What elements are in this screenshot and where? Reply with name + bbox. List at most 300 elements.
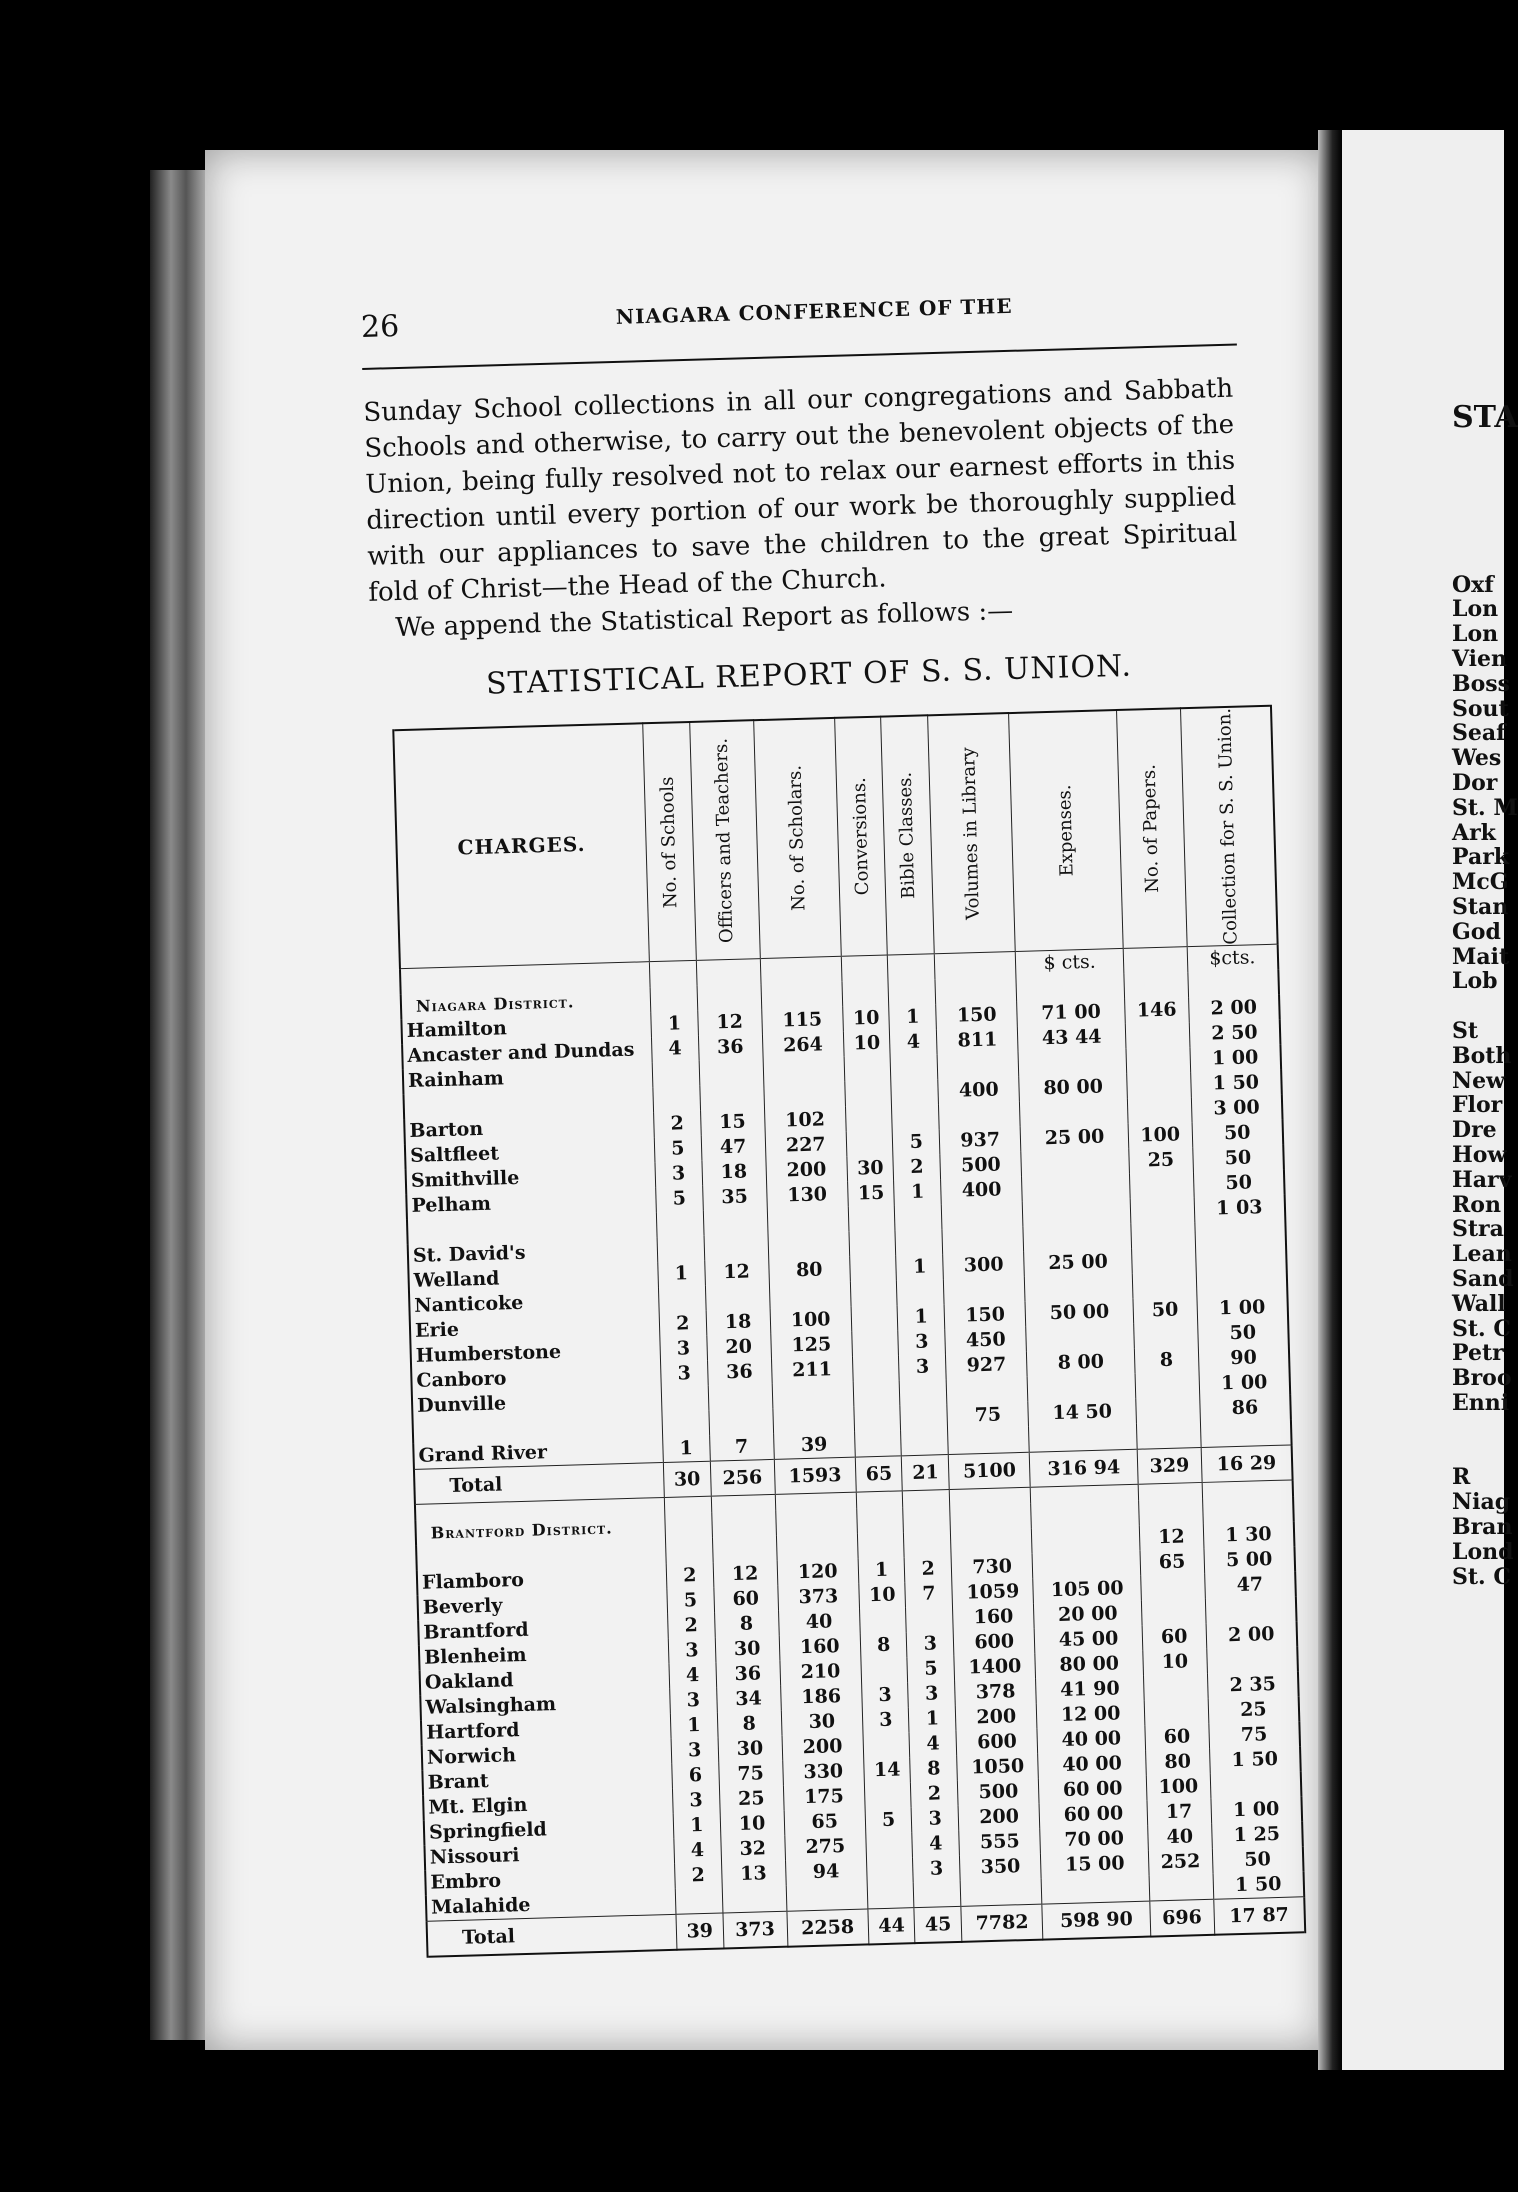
value-cell: 3 — [898, 1329, 945, 1355]
value-cell: 3 — [912, 1806, 959, 1832]
value-cell: 300 — [943, 1252, 1025, 1279]
column-header — [643, 722, 696, 961]
value-cell: 12 — [713, 1561, 778, 1588]
charge-name-cell: Mt. Elgin — [423, 1789, 673, 1821]
value-cell — [1131, 1247, 1196, 1274]
value-cell: 150 — [944, 1302, 1026, 1329]
value-cell: 2 — [666, 1562, 713, 1588]
facing-page-fragment: Sout — [1452, 695, 1509, 722]
value-cell: 6 — [672, 1762, 719, 1788]
facing-page-heading: STA — [1452, 400, 1518, 435]
value-cell — [895, 1204, 942, 1230]
value-cell: 30 — [663, 1461, 711, 1497]
value-cell: 1 00 — [1211, 1796, 1302, 1824]
value-cell: 264 — [762, 1032, 844, 1059]
value-cell: 36 — [707, 1359, 772, 1386]
value-cell — [1130, 1197, 1195, 1224]
value-cell — [941, 1202, 1023, 1229]
empty-cell — [1124, 972, 1189, 999]
value-cell — [1021, 1149, 1129, 1177]
facing-page-fragment: Stan — [1452, 894, 1509, 920]
charge-name-cell: Brantford — [418, 1614, 668, 1646]
value-cell — [891, 1054, 938, 1080]
value-cell: 70 00 — [1040, 1825, 1148, 1853]
value-cell: 2 — [911, 1781, 958, 1807]
column-header-label: Conversions. — [848, 777, 873, 896]
value-cell: 330 — [782, 1758, 864, 1785]
value-cell: 8 — [714, 1611, 779, 1638]
value-cell: 4 — [890, 1029, 937, 1055]
column-header-label: Expenses. — [1053, 784, 1078, 878]
value-cell: 3 — [908, 1681, 955, 1707]
value-cell — [1140, 1574, 1205, 1601]
value-cell: 8 — [717, 1711, 782, 1738]
value-cell — [895, 1229, 942, 1255]
value-cell: 15 — [700, 1109, 765, 1136]
book-gutter — [1318, 130, 1342, 2070]
facing-page-fragment: Bran — [1452, 1514, 1513, 1540]
value-cell: 1 50 — [1209, 1746, 1300, 1774]
column-header-label: Collection for S. S. Union. — [1214, 707, 1242, 945]
value-cell — [904, 1531, 951, 1557]
value-cell — [867, 1882, 914, 1909]
value-cell: 65 — [855, 1456, 903, 1492]
column-header-label: Officers and Teachers. — [710, 737, 738, 944]
value-cell: 80 — [768, 1256, 850, 1283]
value-cell: 3 — [660, 1336, 707, 1362]
value-cell — [649, 960, 696, 987]
value-cell: 8 — [1134, 1347, 1199, 1374]
value-cell: 3 — [913, 1856, 960, 1882]
facing-page-fragment: St. C — [1452, 1315, 1511, 1342]
value-cell: 30 — [715, 1636, 780, 1663]
facing-page-fragment: Broo — [1452, 1365, 1512, 1392]
value-cell: 2 — [675, 1862, 722, 1888]
charge-name-cell: Pelham — [406, 1187, 656, 1219]
facing-page-fragment: Both — [1452, 1042, 1512, 1069]
value-cell — [891, 1079, 938, 1105]
value-cell: 16 29 — [1201, 1445, 1293, 1483]
value-cell: 2 — [654, 1111, 701, 1137]
value-cell — [1123, 946, 1188, 973]
empty-cell — [903, 1506, 950, 1532]
column-header — [881, 715, 934, 954]
value-cell: 373 — [723, 1911, 788, 1948]
value-cell: 20 00 — [1034, 1600, 1142, 1628]
empty-cell — [664, 1496, 711, 1514]
value-cell: 1 25 — [1211, 1821, 1302, 1849]
value-cell: 80 — [1145, 1749, 1210, 1776]
facing-page-fragment: Wall — [1452, 1290, 1506, 1317]
empty-cell — [775, 1508, 857, 1535]
value-cell: 5 — [667, 1587, 714, 1613]
value-cell: 40 00 — [1037, 1725, 1145, 1753]
value-cell — [769, 1281, 851, 1308]
column-header-label: Bible Classes. — [894, 771, 920, 900]
value-cell: 50 — [1192, 1119, 1283, 1147]
value-cell — [852, 1355, 899, 1381]
value-cell — [1026, 1324, 1134, 1352]
empty-cell — [1138, 1499, 1203, 1526]
column-header-label: No. of Scholars. — [784, 765, 810, 912]
charge-name-cell: Erie — [410, 1312, 660, 1344]
value-cell: 47 — [1204, 1571, 1295, 1599]
value-cell: 80 00 — [1035, 1650, 1143, 1678]
charge-name-cell: Ancaster and Dundas — [402, 1037, 652, 1069]
value-cell: 1 — [898, 1304, 945, 1330]
value-cell: 252 — [1148, 1849, 1213, 1876]
value-cell: 10 — [843, 1005, 890, 1031]
value-cell: 60 — [713, 1586, 778, 1613]
value-cell — [934, 951, 1016, 979]
value-cell: 4 — [651, 1036, 698, 1062]
value-cell: 39 — [773, 1431, 855, 1459]
value-cell: 94 — [785, 1858, 867, 1885]
value-cell: 43 44 — [1018, 1024, 1126, 1052]
charge-name-cell: Barton — [404, 1112, 654, 1144]
value-cell — [772, 1406, 854, 1433]
value-cell: 378 — [955, 1678, 1037, 1705]
value-cell: 811 — [936, 1027, 1018, 1054]
value-cell: 45 00 — [1035, 1625, 1143, 1653]
facing-page-fragment: Ark — [1452, 819, 1496, 846]
value-cell — [722, 1885, 787, 1912]
facing-page-fragment: Dre — [1452, 1117, 1497, 1144]
value-cell: 400 — [941, 1177, 1023, 1204]
value-cell: 14 — [864, 1757, 911, 1783]
value-cell — [763, 1082, 845, 1109]
value-cell — [708, 1384, 773, 1411]
value-cell — [1020, 1099, 1128, 1127]
value-cell: 65 — [784, 1808, 866, 1835]
value-cell — [960, 1878, 1042, 1906]
empty-cell — [1031, 1501, 1139, 1529]
value-cell: 3 — [672, 1787, 719, 1813]
value-cell: 500 — [940, 1152, 1022, 1179]
charge-name-cell: Brant — [422, 1764, 672, 1796]
facing-page-fragment: Wes — [1452, 745, 1502, 772]
value-cell: 3 — [861, 1682, 908, 1708]
value-cell: 15 00 — [1041, 1850, 1149, 1878]
value-cell: 35 — [702, 1184, 767, 1211]
facing-page-fragment: Flor — [1452, 1092, 1503, 1119]
value-cell — [1025, 1274, 1133, 1302]
column-header — [1116, 708, 1187, 948]
value-cell — [864, 1782, 911, 1808]
value-cell: 60 00 — [1039, 1775, 1147, 1803]
value-cell: 12 — [704, 1259, 769, 1286]
value-cell: 25 00 — [1024, 1249, 1132, 1277]
value-cell: 30 — [781, 1708, 863, 1735]
value-cell: 5 — [865, 1807, 912, 1833]
empty-cell — [711, 1511, 776, 1538]
value-cell — [1143, 1674, 1208, 1701]
empty-cell — [650, 986, 697, 1012]
page-number: 26 — [360, 308, 400, 345]
value-cell — [656, 1211, 703, 1237]
value-cell — [906, 1606, 953, 1632]
value-cell: 8 — [860, 1632, 907, 1658]
value-cell — [946, 1377, 1028, 1404]
value-cell — [703, 1209, 768, 1236]
charge-name-cell: Malahide — [426, 1889, 676, 1921]
value-cell — [914, 1881, 961, 1908]
value-cell — [661, 1385, 708, 1411]
value-cell: 275 — [784, 1833, 866, 1860]
value-cell: 50 — [1197, 1319, 1288, 1347]
value-cell: 3 — [668, 1637, 715, 1663]
charge-name-cell: Dunville — [412, 1387, 662, 1419]
value-cell: 160 — [779, 1633, 861, 1660]
charge-name-cell: Grand River — [413, 1437, 663, 1469]
value-cell — [852, 1330, 899, 1356]
facing-page-fragment: Park — [1452, 844, 1510, 871]
value-cell — [948, 1427, 1030, 1455]
value-cell: 160 — [953, 1603, 1035, 1630]
value-cell — [709, 1409, 774, 1436]
value-cell: 17 87 — [1214, 1897, 1306, 1935]
value-cell: 100 — [1146, 1774, 1211, 1801]
value-cell: 25 00 — [1021, 1124, 1129, 1152]
value-cell — [1127, 1097, 1192, 1124]
value-cell: 5 — [907, 1656, 954, 1682]
value-cell — [849, 1230, 896, 1256]
value-cell: 130 — [766, 1182, 848, 1209]
value-cell: 36 — [698, 1034, 763, 1061]
facing-page-fragment: God — [1452, 918, 1501, 945]
value-cell — [696, 958, 761, 985]
charge-name-cell: St. David's — [408, 1237, 658, 1269]
empty-cell — [697, 984, 762, 1011]
value-cell: 18 — [706, 1309, 771, 1336]
value-cell — [845, 1080, 892, 1106]
value-cell: $cts. — [1187, 944, 1278, 972]
value-cell: 256 — [710, 1459, 775, 1496]
empty-cell — [856, 1491, 903, 1509]
facing-page-fragment: Vien — [1452, 646, 1508, 672]
column-header — [689, 720, 760, 960]
value-cell: 34 — [716, 1686, 781, 1713]
value-cell: 200 — [765, 1157, 847, 1184]
value-cell: 1 00 — [1197, 1294, 1288, 1322]
value-cell: 8 — [910, 1756, 957, 1782]
value-cell: 600 — [953, 1628, 1035, 1655]
facing-page-fragment: Boss — [1452, 670, 1511, 697]
value-cell: 75 — [1209, 1721, 1300, 1749]
value-cell — [772, 1381, 854, 1408]
value-cell: 100 — [1128, 1122, 1193, 1149]
value-cell — [1136, 1397, 1201, 1424]
value-cell: 2258 — [786, 1909, 868, 1947]
paragraph-collections: Sunday School collections in all our congregations and Sabbath Schools and otherwise, to carry out the benevolent objects of the Union, being fully resolved not to relax our earnest efforts in this direction until every portion of our work be thoroughly supplied with our appliances to save the children to the great Spiritual fold of Christ—the Head of the Church. — [363, 373, 1238, 608]
value-cell: 40 00 — [1038, 1750, 1146, 1778]
value-cell: 3 — [862, 1707, 909, 1733]
value-cell: 25 — [1208, 1696, 1299, 1724]
value-cell: 80 00 — [1019, 1074, 1127, 1102]
value-cell: 2 — [893, 1154, 940, 1180]
value-cell — [776, 1533, 858, 1560]
empty-cell — [761, 982, 843, 1009]
value-cell — [1205, 1596, 1296, 1624]
value-cell: 36 — [716, 1661, 781, 1688]
value-cell: 39 — [676, 1913, 724, 1950]
value-cell — [937, 1052, 1019, 1079]
charge-name-cell: Nanticoke — [409, 1287, 659, 1319]
value-cell — [786, 1883, 868, 1911]
value-cell: 41 90 — [1036, 1675, 1144, 1703]
value-cell: 1 00 — [1199, 1369, 1290, 1397]
value-cell: 30 — [718, 1736, 783, 1763]
charge-name-cell: Smithville — [406, 1162, 656, 1194]
value-cell — [767, 1206, 849, 1233]
charge-name-cell: Nissouri — [424, 1839, 674, 1871]
value-cell: 3 — [655, 1161, 702, 1187]
value-cell — [1136, 1422, 1201, 1449]
value-cell: 3 — [671, 1737, 718, 1763]
value-cell: 7 — [709, 1434, 774, 1461]
value-cell — [857, 1532, 904, 1558]
value-cell: 86 — [1199, 1394, 1290, 1422]
value-cell: 125 — [770, 1331, 852, 1358]
value-cell: 200 — [782, 1733, 864, 1760]
facing-page-fragment: How — [1452, 1142, 1507, 1168]
value-cell: 115 — [761, 1007, 843, 1034]
value-cell: 21 — [902, 1454, 950, 1490]
value-cell: 7782 — [961, 1904, 1043, 1942]
value-cell: 1 — [673, 1812, 720, 1838]
value-cell: 1400 — [954, 1653, 1036, 1680]
column-header — [753, 718, 841, 958]
value-cell — [853, 1380, 900, 1406]
value-cell: 1050 — [957, 1753, 1039, 1780]
value-cell: 500 — [957, 1778, 1039, 1805]
value-cell: 13 — [721, 1861, 786, 1888]
column-header-label: No. of Papers. — [1138, 763, 1164, 894]
value-cell — [1210, 1771, 1301, 1799]
charge-name-cell: Embro — [425, 1864, 675, 1896]
value-cell — [652, 1061, 699, 1087]
value-cell — [1144, 1699, 1209, 1726]
value-cell: 150 — [936, 1002, 1018, 1029]
value-cell: 7 — [905, 1581, 952, 1607]
value-cell: 5 — [893, 1129, 940, 1155]
value-cell — [866, 1857, 913, 1883]
charge-name-cell: Walsingham — [420, 1689, 670, 1721]
value-cell — [1125, 1022, 1190, 1049]
value-cell — [704, 1234, 769, 1261]
value-cell — [653, 1086, 700, 1112]
charge-name-cell: Total — [414, 1462, 664, 1504]
column-header-label: Volumes in Library — [958, 746, 985, 921]
value-cell: 4 — [909, 1731, 956, 1757]
value-cell — [859, 1607, 906, 1633]
value-cell: 186 — [780, 1683, 862, 1710]
value-cell: 17 — [1147, 1799, 1212, 1826]
value-cell: 2 00 — [1206, 1621, 1297, 1649]
table-body — [400, 944, 1305, 1957]
value-cell: 10 — [1143, 1649, 1208, 1676]
value-cell — [900, 1404, 947, 1430]
book-edge — [150, 170, 210, 2040]
value-cell: 14 50 — [1028, 1399, 1136, 1427]
facing-page-fragment: Mait — [1452, 943, 1510, 970]
value-cell — [854, 1405, 901, 1431]
charge-name-cell: Blenheim — [419, 1639, 669, 1671]
value-cell: 105 00 — [1033, 1575, 1141, 1603]
charge-name-cell: Hartford — [421, 1714, 671, 1746]
value-cell: 12 — [697, 1009, 762, 1036]
value-cell — [665, 1537, 712, 1563]
value-cell: 3 — [661, 1360, 708, 1386]
facing-page-fragment: Harv — [1452, 1166, 1512, 1193]
facing-page-fragment: St. C — [1452, 1563, 1511, 1590]
value-cell: 40 — [1147, 1824, 1212, 1851]
value-cell: 50 — [1193, 1169, 1284, 1197]
value-cell: 1 50 — [1213, 1871, 1304, 1899]
charge-name-cell: Norwich — [422, 1739, 672, 1771]
value-cell — [1126, 1047, 1191, 1074]
value-cell — [943, 1277, 1025, 1304]
column-header-label: No. of Schools — [656, 775, 682, 909]
value-cell: 3 00 — [1191, 1094, 1282, 1122]
facing-page-fragment: Lond — [1452, 1538, 1514, 1565]
value-cell: 1 — [889, 1004, 936, 1030]
facing-page-fragment: Enni — [1452, 1390, 1510, 1416]
value-cell — [850, 1255, 897, 1281]
empty-cell — [888, 979, 935, 1005]
value-cell: 1 30 — [1203, 1521, 1294, 1549]
empty-cell — [711, 1494, 775, 1512]
value-cell: 210 — [779, 1658, 861, 1685]
value-cell: 8 00 — [1027, 1349, 1135, 1377]
value-cell — [854, 1430, 901, 1457]
value-cell — [1029, 1424, 1137, 1452]
value-cell: 25 — [1129, 1147, 1194, 1174]
value-cell: 18 — [702, 1159, 767, 1186]
charge-name-cell: Saltfleet — [405, 1137, 655, 1169]
value-cell: 5 — [656, 1186, 703, 1212]
facing-page-fragment: Dor — [1452, 770, 1498, 796]
report-title: STATISTICAL REPORT OF S. S. UNION. — [485, 648, 1133, 702]
value-cell: $ cts. — [1016, 948, 1124, 976]
value-cell: 329 — [1137, 1447, 1202, 1484]
facing-page-fragment: Lob — [1452, 968, 1498, 995]
value-cell — [850, 1280, 897, 1306]
value-cell: 20 — [706, 1334, 771, 1361]
facing-page — [1342, 130, 1518, 2070]
value-cell — [851, 1305, 898, 1331]
value-cell: 2 — [668, 1612, 715, 1638]
empty-cell — [1188, 969, 1279, 997]
value-cell: 555 — [959, 1828, 1041, 1855]
value-cell: 32 — [720, 1836, 785, 1863]
value-cell: 10 — [720, 1811, 785, 1838]
value-cell: 316 94 — [1030, 1449, 1138, 1487]
value-cell — [863, 1732, 910, 1758]
value-cell — [950, 1528, 1032, 1555]
value-cell: 50 — [1133, 1297, 1198, 1324]
value-cell: 1 50 — [1190, 1069, 1281, 1097]
value-cell: 60 — [1145, 1724, 1210, 1751]
value-cell — [841, 955, 888, 982]
value-cell — [1135, 1372, 1200, 1399]
value-cell: 100 — [770, 1306, 852, 1333]
charge-name-cell: Welland — [408, 1262, 658, 1294]
value-cell: 146 — [1124, 997, 1189, 1024]
facing-page-fragment: New — [1452, 1067, 1506, 1094]
value-cell: 450 — [945, 1327, 1027, 1354]
value-cell: 730 — [951, 1553, 1033, 1580]
